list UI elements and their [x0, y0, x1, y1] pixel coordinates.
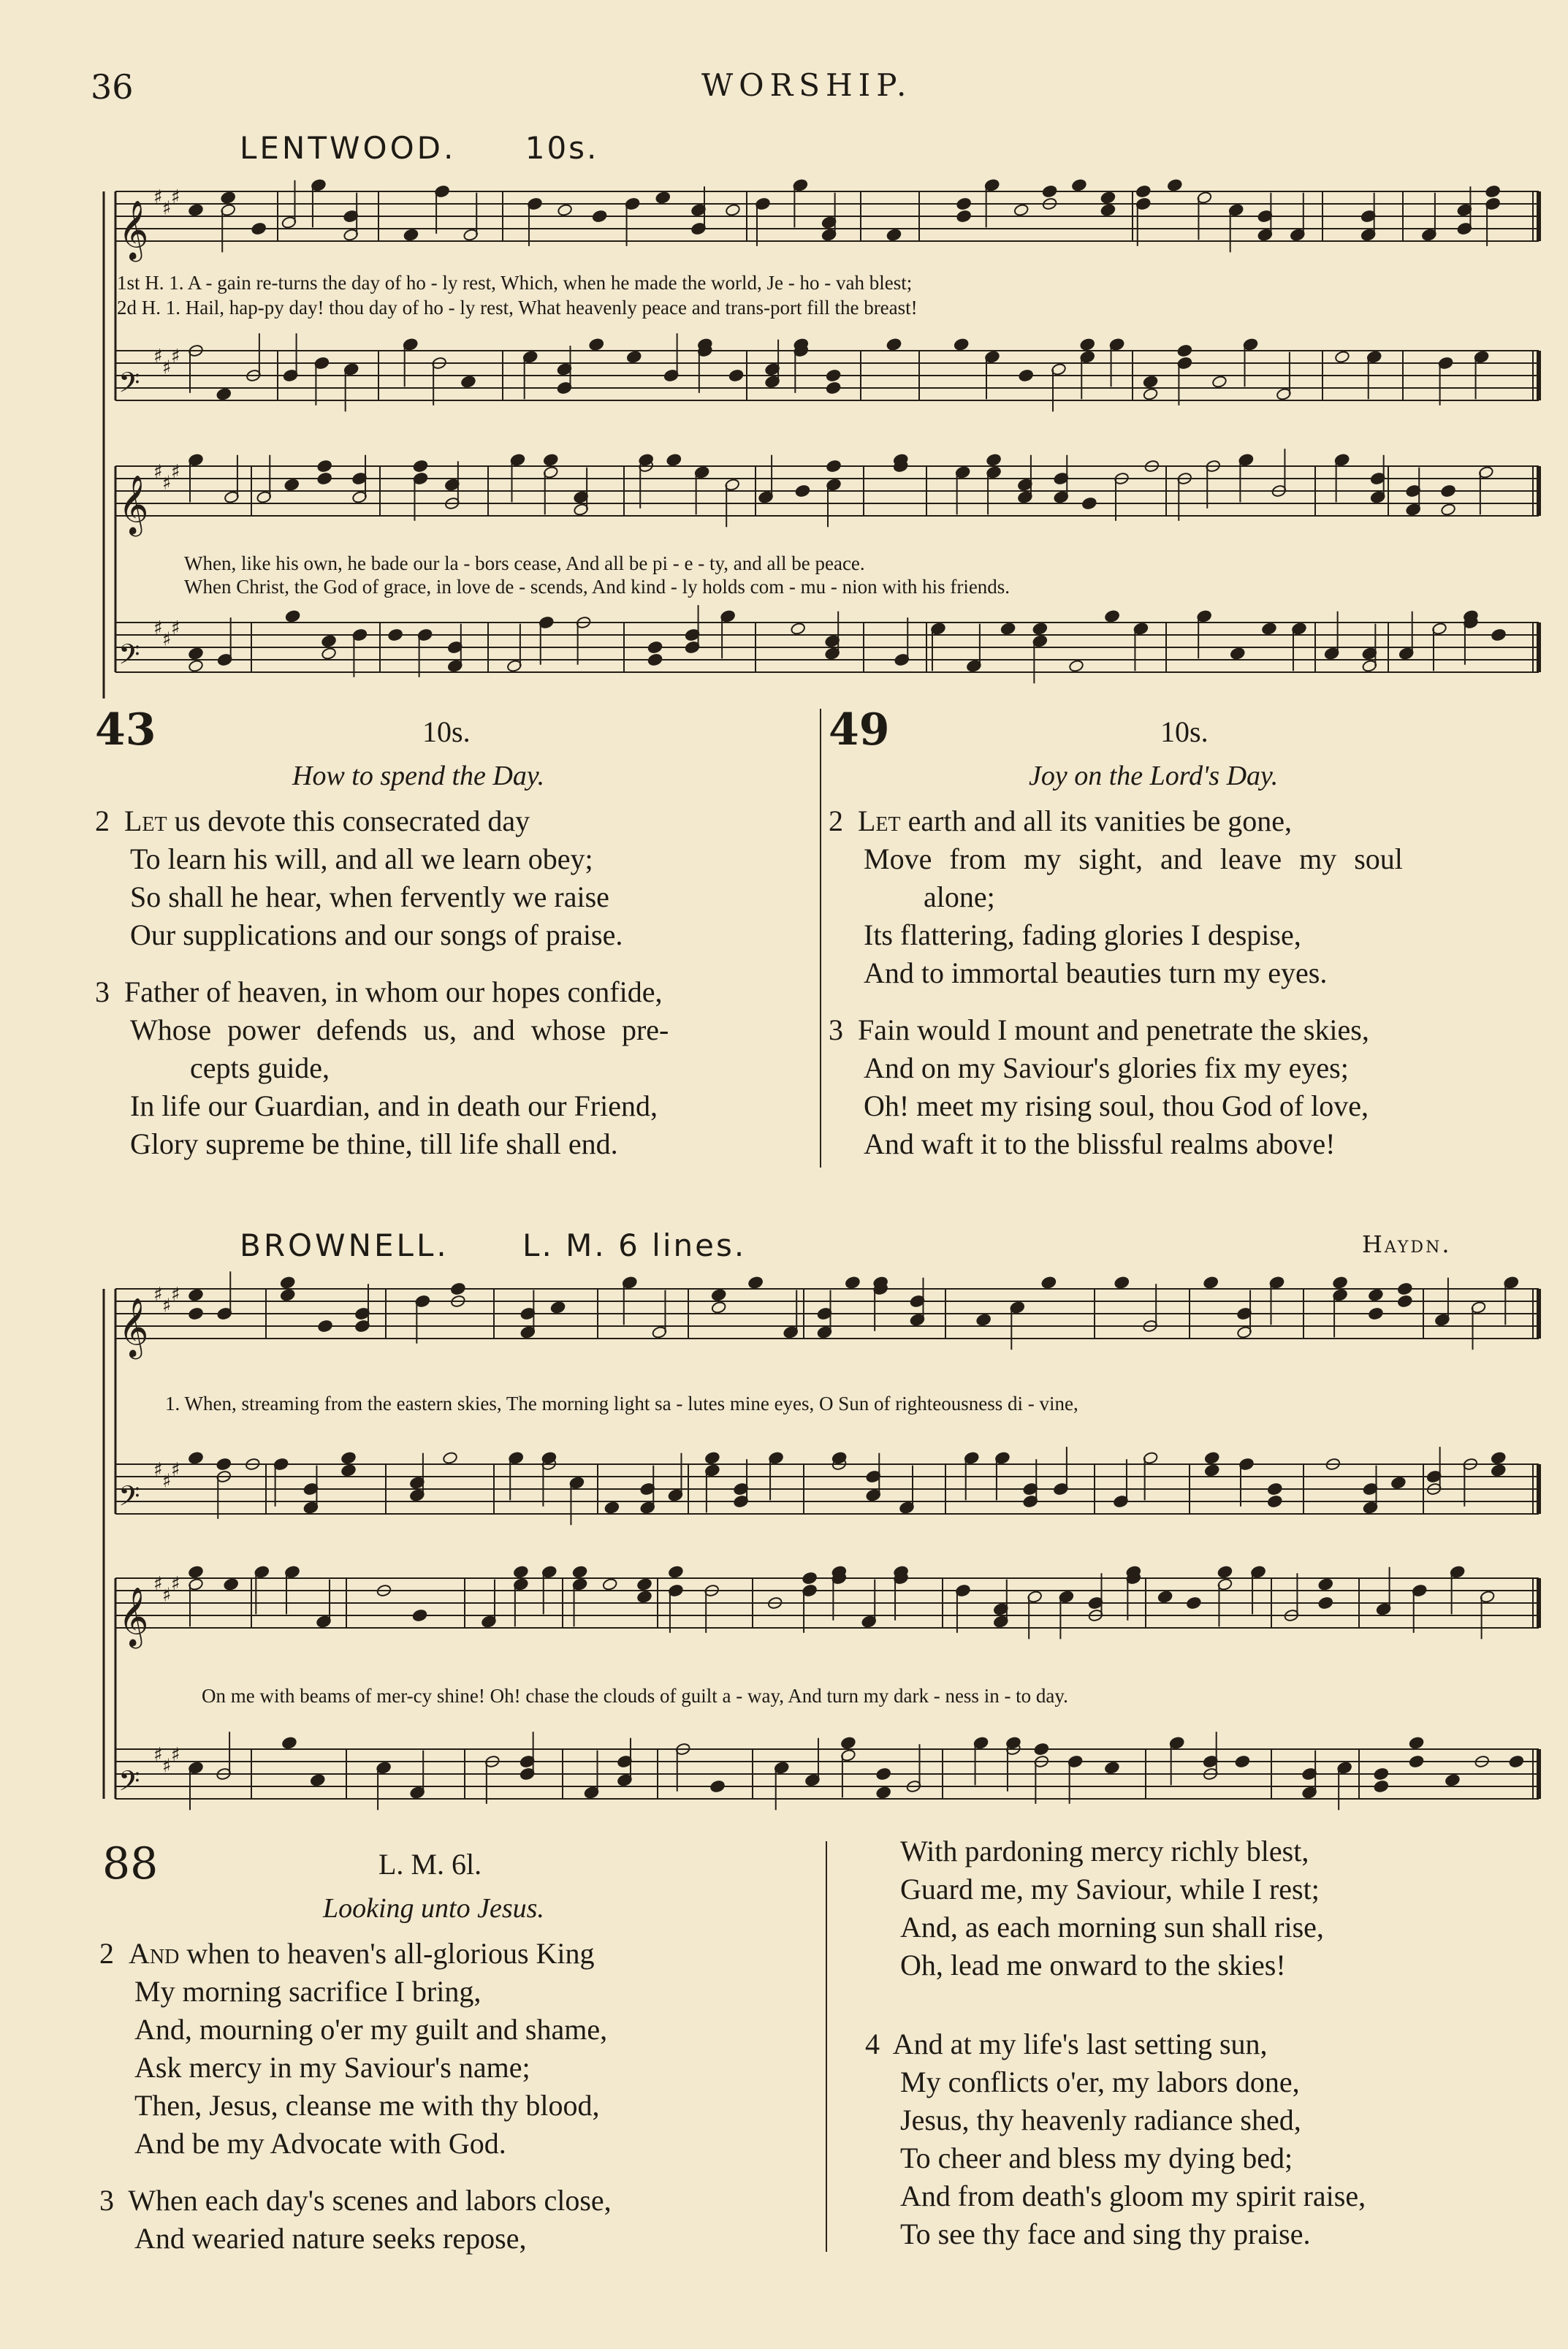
note-head	[221, 191, 236, 204]
note-head	[876, 1767, 891, 1781]
bass-clef-icon: 𝄢	[118, 638, 140, 677]
column-divider	[820, 709, 821, 1168]
note-head	[1491, 1451, 1506, 1464]
note-head	[216, 1458, 232, 1471]
note-head	[666, 453, 682, 466]
note-head	[1368, 1288, 1383, 1301]
bass-clef-icon: 𝄢	[118, 1480, 140, 1519]
hymn-meter: 10s.	[422, 715, 471, 748]
note-head	[1143, 387, 1158, 400]
note-head	[636, 1590, 652, 1603]
note-head	[1081, 497, 1097, 510]
note-head	[1217, 1565, 1233, 1578]
note-head	[557, 203, 572, 216]
note-head	[1235, 1755, 1250, 1768]
note-head	[1041, 1276, 1057, 1289]
note-head	[1491, 628, 1506, 641]
lyric-line-3: When, like his own, he bade our la - bors cease, And all be pi - e - ty, and all be peace.	[184, 552, 865, 574]
note-head	[791, 622, 806, 635]
note-head	[1409, 1736, 1424, 1749]
verse-line: And, mourning o'er my guilt and shame,	[134, 2013, 608, 2046]
note-head	[1318, 1577, 1333, 1591]
verse-line: My morning sacrifice I bring,	[134, 1975, 482, 2008]
note-head	[626, 350, 642, 363]
note-head	[340, 1451, 356, 1464]
sharp-icon: ♯	[171, 346, 180, 368]
verse-line: Father of heaven, in whom our hopes confide,	[124, 975, 663, 1008]
lyric-line-4: When Christ, the God of grace, in love de - scends, And kind - ly holds com - mu - nion with his friends.	[184, 576, 1011, 598]
note-head	[1071, 178, 1086, 191]
note-head	[647, 653, 663, 666]
note-head	[513, 1565, 528, 1578]
hymn-49-verse-2	[829, 802, 1552, 992]
note-head	[725, 203, 740, 216]
treble-clef-icon: 𝄞	[118, 1586, 149, 1646]
tune-meter: L. M. 6 lines.	[522, 1227, 747, 1263]
note-head	[1318, 1596, 1333, 1610]
verse-line: Move from my sight, and leave my soul	[864, 842, 1403, 875]
note-head	[1034, 1743, 1049, 1756]
note-head	[188, 659, 203, 672]
note-head	[1143, 375, 1158, 388]
verse-line: My conflicts o'er, my labors done,	[900, 2066, 1300, 2098]
verse-number: 3	[829, 1013, 843, 1046]
note-head	[280, 1276, 295, 1289]
sharp-icon: ♯	[171, 1459, 180, 1482]
note-head	[1157, 1590, 1173, 1603]
note-head	[1211, 375, 1227, 388]
note-head	[460, 375, 476, 388]
note-head	[1332, 1276, 1347, 1289]
verse-line: cepts guide,	[190, 1051, 330, 1084]
note-head	[886, 228, 902, 241]
note-head	[1334, 350, 1350, 363]
note-head	[1390, 1476, 1406, 1489]
note-head	[655, 191, 671, 204]
note-head	[802, 1572, 817, 1585]
verse-line: With pardoning mercy richly blest,	[900, 1835, 1309, 1868]
hymn-title: Looking unto Jesus.	[323, 1893, 544, 1924]
note-head	[1440, 503, 1455, 516]
note-head	[956, 210, 971, 223]
note-head	[826, 460, 841, 473]
verse-line: To see thy face and sing thy praise.	[900, 2217, 1311, 2250]
note-head	[986, 453, 1001, 466]
note-head	[747, 1276, 763, 1289]
verse-line: And at my life's last setting sun,	[892, 2028, 1268, 2060]
note-head	[1100, 191, 1116, 204]
hymn-number: 49	[829, 704, 890, 755]
note-head	[602, 1577, 617, 1591]
hymn-88-verse-3-continued	[865, 1832, 1552, 1984]
bass-clef-icon: 𝄢	[118, 366, 140, 406]
note-head	[1261, 622, 1276, 635]
note-head	[1374, 1767, 1389, 1781]
lyric-line-2: 2d H. 1. Hail, hap-py day! thou day of ho - ly rest, What heavenly peace and trans-port fill the breast!	[117, 297, 918, 319]
hymn-43-verse-3	[95, 973, 818, 1163]
note-head	[224, 1577, 239, 1591]
verse-line: To learn his will, and all we learn obey;	[130, 842, 593, 875]
note-head	[284, 478, 300, 491]
verse-line: earth and all its vanities be gone,	[900, 804, 1293, 837]
note-head	[188, 1288, 203, 1301]
verse-line: Oh! meet my rising soul, thou God of love,	[864, 1089, 1369, 1122]
note-head	[285, 609, 300, 623]
note-head	[251, 222, 267, 235]
verse-line: And wearied nature seeks repose,	[134, 2222, 527, 2255]
verse-line: When each day's scenes and labors close,	[128, 2184, 612, 2217]
note-head	[1177, 344, 1192, 357]
hymn-title: How to spend the Day.	[292, 761, 545, 791]
verse-line: Whose power defends us, and whose pre-	[130, 1013, 669, 1046]
note-head	[317, 460, 332, 473]
sharp-icon: ♯	[162, 472, 172, 495]
note-head	[1186, 1596, 1201, 1610]
tune-meter: 10s.	[525, 130, 599, 166]
sharp-icon: ♯	[153, 346, 163, 368]
sharp-icon: ♯	[171, 617, 180, 640]
sharp-icon: ♯	[171, 1744, 180, 1767]
note-head	[317, 472, 332, 485]
sharp-icon: ♯	[162, 1470, 172, 1493]
verse-line: And on my Saviour's glories fix my eyes;	[864, 1051, 1349, 1084]
sharp-icon: ♯	[153, 461, 163, 484]
note-head	[1068, 659, 1084, 672]
note-head	[1100, 203, 1116, 216]
note-head	[1267, 1495, 1282, 1508]
sharp-icon: ♯	[162, 1755, 172, 1778]
verse-line: And be my Advocate with God.	[134, 2127, 506, 2160]
note-head	[188, 1565, 203, 1578]
verse-line: And waft it to the blissful realms above!	[864, 1127, 1336, 1160]
tune-name: BROWNELL.	[240, 1227, 449, 1263]
note-head	[1167, 178, 1182, 191]
verse-line: us devote this consecrated day	[167, 804, 530, 837]
hymn-88-verse-2	[99, 1935, 815, 2163]
note-head	[826, 369, 841, 382]
sharp-icon: ♯	[171, 186, 180, 209]
note-head	[1203, 1276, 1219, 1289]
note-head	[647, 641, 663, 654]
running-title: WORSHIP.	[701, 67, 913, 103]
hymn-43-verse-2	[95, 802, 818, 954]
note-head	[413, 460, 428, 473]
lyric-line-6: On me with beams of mer-cy shine! Oh! chase the clouds of guilt a - way, And turn my dark - ness in - to day.	[202, 1685, 1068, 1707]
verse-line: Guard me, my Saviour, while I rest;	[900, 1873, 1320, 1906]
note-head	[1104, 1761, 1119, 1774]
note-head	[795, 484, 810, 498]
sharp-icon: ♯	[153, 617, 163, 640]
note-head	[1204, 1451, 1219, 1464]
note-head	[975, 1313, 991, 1326]
note-head	[340, 1463, 356, 1477]
verse-line: Then, Jesus, cleanse me with thy blood,	[134, 2089, 600, 2122]
sharp-icon: ♯	[162, 1584, 172, 1607]
note-head	[1104, 609, 1119, 623]
note-head	[1440, 484, 1455, 498]
verse-line: So shall he hear, when fervently we raise	[130, 880, 609, 913]
note-head	[956, 197, 971, 210]
note-head	[1080, 338, 1095, 351]
tune-name: LENTWOOD.	[240, 130, 457, 166]
note-head	[954, 338, 969, 351]
note-head	[840, 1736, 856, 1749]
note-head	[281, 1736, 297, 1749]
note-head	[188, 1451, 203, 1464]
note-head	[280, 1288, 295, 1301]
column-divider	[826, 1841, 827, 2252]
hymn-meter: 10s.	[1160, 715, 1209, 748]
note-head	[604, 1501, 620, 1514]
note-head	[704, 1451, 720, 1464]
note-head	[321, 647, 336, 660]
note-head	[1032, 622, 1048, 635]
note-head	[589, 338, 604, 351]
verse-line: Our supplications and our songs of praise.	[130, 918, 623, 951]
bass-clef-icon: 𝄢	[118, 1764, 140, 1804]
treble-clef-icon: 𝄞	[118, 199, 149, 259]
verse-number: 2	[99, 1937, 114, 1970]
note-head	[1114, 1276, 1130, 1289]
note-head	[188, 203, 203, 216]
composer: Haydn.	[1362, 1230, 1452, 1258]
verse-first-word: Let	[124, 804, 167, 837]
note-head	[1374, 1780, 1389, 1793]
note-head	[321, 634, 336, 647]
note-head	[572, 1565, 587, 1578]
treble-clef-icon: 𝄞	[118, 474, 149, 534]
note-head	[543, 453, 558, 466]
verse-number: 3	[95, 975, 110, 1008]
verse-line: Fain would I mount and penetrate the skies,	[858, 1013, 1369, 1046]
note-head	[1019, 369, 1034, 382]
sharp-icon: ♯	[162, 357, 172, 379]
hymn-meter: L. M. 6l.	[378, 1848, 482, 1881]
note-head	[1509, 1755, 1524, 1768]
note-head	[1042, 185, 1057, 198]
verse-line: Ask mercy in my Saviour's name;	[134, 2051, 530, 2084]
sharp-icon: ♯	[162, 1295, 172, 1317]
sharp-icon: ♯	[153, 1284, 163, 1306]
note-head	[886, 338, 902, 351]
sharp-icon: ♯	[153, 1459, 163, 1482]
note-head	[636, 1577, 652, 1591]
page-number: 36	[91, 67, 134, 107]
tune-heading-brownell	[240, 1227, 746, 1263]
sharp-icon: ♯	[153, 1573, 163, 1596]
verse-line: Its flattering, fading glories I despise,	[864, 918, 1301, 951]
verse-number: 3	[99, 2184, 114, 2217]
note-head	[1397, 1295, 1412, 1308]
note-head	[1267, 1482, 1282, 1496]
verse-number: 2	[829, 804, 843, 837]
note-head	[592, 210, 607, 223]
verse-number: 2	[95, 804, 110, 837]
note-head	[1000, 622, 1016, 635]
verse-first-word: And	[129, 1937, 180, 1970]
verse-first-word: Let	[858, 804, 901, 837]
lyric-line-1: 1st H. 1. A - gain re-turns the day of ho - ly rest, Which, when he made the world, Je - ho - vah blest;	[117, 272, 913, 294]
verse-line: alone;	[924, 880, 995, 913]
hymn-number: 43	[95, 704, 156, 755]
note-head	[216, 387, 232, 400]
note-head	[1491, 1463, 1506, 1477]
verse-line: To cheer and bless my dying bed;	[900, 2141, 1293, 2174]
hymn-title: Joy on the Lord's Day.	[1029, 761, 1279, 791]
note-head	[1368, 1307, 1383, 1320]
verse-line: In life our Guardian, and in death our Friend,	[130, 1089, 658, 1122]
note-head	[826, 381, 841, 395]
sharp-icon: ♯	[162, 197, 172, 220]
note-head	[728, 369, 744, 382]
sharp-icon: ♯	[171, 461, 180, 484]
note-head	[711, 1301, 726, 1314]
note-head	[188, 1307, 203, 1320]
note-head	[1230, 647, 1245, 660]
note-head	[876, 1786, 891, 1799]
note-head	[450, 1282, 465, 1295]
note-head	[711, 1288, 726, 1301]
sharp-icon: ♯	[171, 1573, 180, 1596]
hymn-49-verse-3	[829, 1011, 1552, 1163]
verse-line: And from death's gloom my spirit raise,	[900, 2179, 1366, 2212]
sharp-icon: ♯	[162, 628, 172, 651]
sharp-icon: ♯	[153, 186, 163, 209]
note-head	[1013, 203, 1029, 216]
verse-line: And, as each morning sun shall rise,	[900, 1911, 1324, 1943]
verse-line: Glory supreme be thine, till life shall end.	[130, 1127, 618, 1160]
note-head	[668, 1565, 683, 1578]
verse-line: Oh, lead me onward to the skies!	[900, 1949, 1286, 1981]
lyric-line-5: 1. When, streaming from the eastern skies, The morning light sa - lutes mine eyes, O Sun of righteousness di - vine,	[165, 1393, 1078, 1415]
treble-clef-icon: 𝄞	[118, 1297, 149, 1357]
note-head	[1485, 185, 1500, 198]
sharp-icon: ♯	[153, 1744, 163, 1767]
note-head	[1204, 1463, 1219, 1477]
hymn-number: 88	[102, 1838, 159, 1889]
note-head	[310, 1773, 325, 1786]
verse-number: 4	[865, 2028, 880, 2060]
verse-line: when to heaven's all-glorious King	[179, 1937, 595, 1970]
note-head	[403, 228, 419, 241]
note-head	[412, 1609, 427, 1622]
verse-line: And to immortal beauties turn my eyes.	[864, 956, 1328, 989]
hymn-88-verse-4	[865, 2025, 1552, 2253]
note-head	[1409, 1755, 1424, 1768]
note-head	[845, 1276, 860, 1289]
note-head	[387, 628, 403, 641]
note-head	[1135, 185, 1151, 198]
note-head	[188, 647, 203, 660]
hymn-88-verse-3	[99, 2182, 815, 2258]
note-head	[442, 1451, 457, 1464]
verse-line: Jesus, thy heavenly radiance shed,	[900, 2104, 1301, 2136]
note-head	[709, 1780, 725, 1793]
note-head	[317, 1320, 332, 1333]
note-head	[1445, 1773, 1460, 1786]
note-head	[550, 1301, 566, 1314]
sharp-icon: ♯	[171, 1284, 180, 1306]
note-head	[1397, 1282, 1412, 1295]
